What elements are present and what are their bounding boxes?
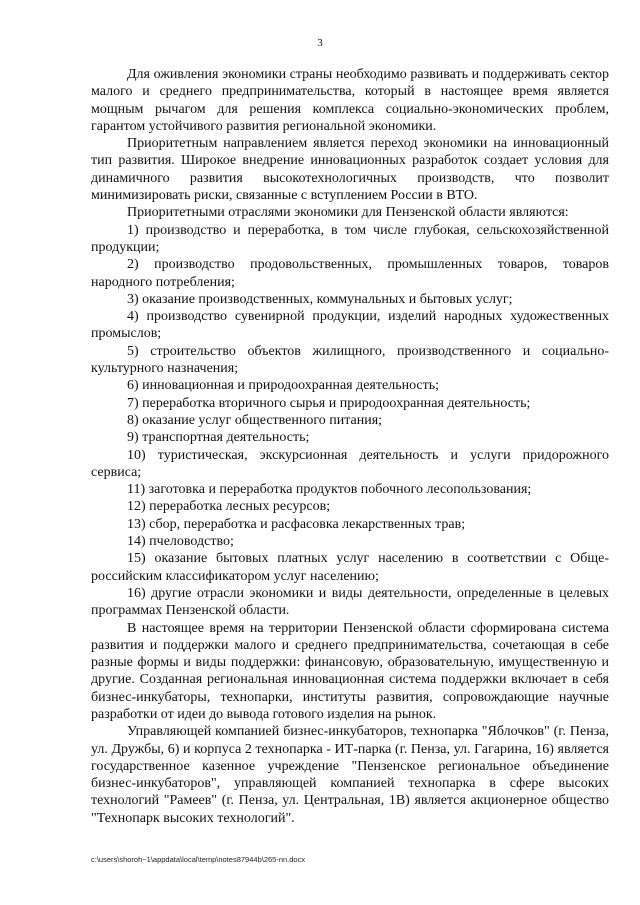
list-item-1: 1) производство и переработка, в том числе глубокая, сельскохозяйственной продукции; <box>91 222 609 255</box>
list-item-9: 9) транспортная деятельность; <box>127 430 310 446</box>
list-item-11: 11) заготовка и переработка продуктов побочного лесопользования; <box>127 482 532 498</box>
list-item-10: 10) туристическая, экскурсионная деятельность и услуги придорожного сервиса; <box>91 447 609 480</box>
file-path-footer: c:\users\shoroh~1\appdata\local\temp\notes87944b\265-nn.docx <box>91 855 306 864</box>
list-item-4: 4) производство сувенирной продукции, изделий народных художественных промыслов; <box>91 309 609 342</box>
paragraph-priority-industries: Приоритетными отраслями экономики для Пензенской области являются: <box>127 205 569 221</box>
list-item-12: 12) переработка лесных ресурсов; <box>127 499 331 515</box>
list-item-7: 7) переработка вторичного сырья и природоохранная деятельность; <box>127 395 531 411</box>
list-item-15: 15) оказание бытовых платных услуг населению в соответствии с Общероссийским классификатором услуг населению; <box>91 551 609 584</box>
paragraph-priority-direction: Приоритетным направлением является переход экономики на инновационный тип развития. Широкое внедрение инновационных разработок создает условия для динамичного развития высокотехнологичных производств, что позволит минимизировать риски, связанные с вступлением России в ВТО. <box>91 136 609 204</box>
list-item-2: 2) производство продовольственных, промышленных товаров, товаров народного потребления; <box>91 257 609 290</box>
list-item-3: 3) оказание производственных, коммунальных и бытовых услуг; <box>127 291 513 307</box>
paragraph-intro: Для оживления экономики страны необходимо развивать и поддерживать сектор малого и среднего предпринимательства, который в настоящее время является мощным рычагом для решения комплекса социально-экономических проблем, гарантом устойчивого развития региональной экономики. <box>91 67 609 134</box>
paragraph-management-company: Управляющей компанией бизнес-инкубаторов, технопарка "Яблочков" (г. Пенза, ул. Дружбы, 6) и корпуса 2 технопарка - ИТ-парка (г. Пенза, ул. Гагарина, 16) является государственное казенное учреждение "Пензенское региональное объединение бизнес-инкубаторов", управляющей компанией технопарка в сфере высоких технологий "Рамеев" (г. Пенза, ул. Центральная, 1В) является акционерное общество "Технопарк высоких технологий". <box>91 724 609 826</box>
list-item-13: 13) сбор, переработка и расфасовка лекарственных трав; <box>127 516 466 532</box>
list-item-16: 16) другие отрасли экономики и виды деятельности, определенные в целевых программах Пензенской области. <box>91 585 609 619</box>
list-item-14: 14) пчеловодство; <box>127 534 234 550</box>
paragraph-support-system: В настоящее время на территории Пензенской области сформирована система развития и поддержки малого и среднего предпринимательства, сочетающая в себе разные формы и виды поддержки: финансовую, образовательную, имущественную и другие. Созданная региональная инновационная система поддержки включает в себя бизнес-инкубаторы, технопарки, институты развития, сопровождающие научные разработки от идеи до вывода готового изделия на рынок. <box>91 620 609 722</box>
list-item-6: 6) инновационная и природоохранная деятельность; <box>127 378 440 394</box>
list-item-5: 5) строительство объектов жилищного, производственного и социально-культурного назначения; <box>91 343 609 377</box>
document-body <box>91 66 609 827</box>
list-item-8: 8) оказание услуг общественного питания; <box>127 412 383 428</box>
page-number: 3 <box>317 37 323 49</box>
